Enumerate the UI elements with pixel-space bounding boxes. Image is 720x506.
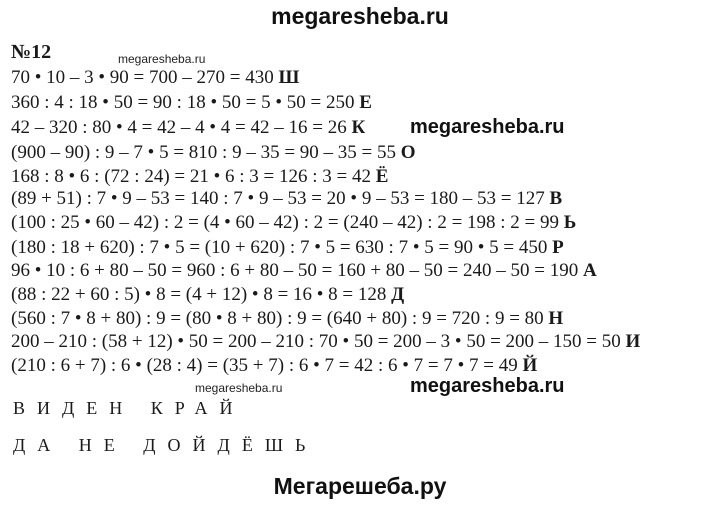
expression: 96 • 10 : 6 + 80 – 50 = 960 : 6 + 80 – 50 = 160 + 80 – 50 = 240 – 50 = 190	[11, 260, 579, 281]
letter: Д	[391, 284, 405, 305]
expression: 168 : 8 • 6 : (72 : 24) = 21 • 6 : 3 = 126 : 3 = 42	[11, 166, 371, 187]
solution-line	[11, 237, 564, 259]
letter: И	[625, 331, 641, 352]
solution-line	[11, 142, 416, 164]
expression: 360 : 4 : 18 • 50 = 90 : 18 • 50 = 5 • 50 = 250	[11, 92, 355, 113]
letter: А	[582, 260, 597, 281]
letter: Е	[359, 92, 372, 113]
answer-line-1: ВИДЕН КРАЙ	[13, 398, 245, 418]
inline-watermark-upper: megaresheba.ru	[410, 116, 565, 138]
expression: (88 : 22 + 60 : 5) • 8 = (4 + 12) • 8 = 16 • 8 = 128	[11, 284, 387, 305]
letter: О	[400, 142, 416, 163]
answer-line-2: ДА НЕ ДОЙДЁШЬ	[13, 435, 318, 455]
footer-watermark: Мегарешеба.ру	[273, 473, 447, 499]
solution-line	[11, 166, 388, 188]
expression: (180 : 18 + 620) : 7 • 5 = (10 + 620) : 7 • 5 = 630 : 7 • 5 = 90 • 5 = 450	[11, 237, 548, 258]
expression: 70 • 10 – 3 • 90 = 700 – 270 = 430	[11, 67, 274, 88]
expression: (210 : 6 + 7) : 6 • (28 : 4) = (35 + 7) : 6 • 7 = 42 : 6 • 7 = 7 • 7 = 49	[11, 355, 518, 376]
letter: Й	[522, 355, 538, 376]
expression: (900 – 90) : 9 – 7 • 5 = 810 : 9 – 35 = 90 – 35 = 55	[11, 142, 397, 163]
solution-line	[11, 117, 365, 139]
solution-line	[11, 308, 563, 330]
solution-line	[11, 260, 597, 282]
letter: Н	[548, 308, 564, 329]
solution-line	[11, 284, 404, 306]
expression: (560 : 7 • 8 + 80) : 9 = (80 • 8 + 80) : 9 = (640 + 80) : 9 = 720 : 9 = 80	[11, 308, 544, 329]
solution-line	[11, 331, 640, 353]
problem-number: №12	[11, 41, 52, 63]
expression: (89 + 51) : 7 • 9 – 53 = 140 : 7 • 9 – 53 = 20 • 9 – 53 = 180 – 53 = 127	[11, 188, 545, 209]
letter: Ё	[375, 166, 389, 187]
inline-watermark-lower: megaresheba.ru	[410, 375, 565, 397]
solution-line	[11, 212, 576, 234]
header-watermark: megaresheba.ru	[271, 3, 449, 29]
solution-line	[11, 92, 372, 114]
letter: Ь	[563, 212, 577, 233]
expression: 42 – 320 : 80 • 4 = 42 – 4 • 4 = 42 – 16 = 26	[11, 117, 347, 138]
letter: Р	[552, 237, 564, 258]
solution-line	[11, 188, 562, 210]
small-watermark-top: megaresheba.ru	[118, 52, 206, 66]
expression: 200 – 210 : (58 + 12) • 50 = 200 – 210 : 70 • 50 = 200 – 3 • 50 = 200 – 150 = 50	[11, 331, 621, 352]
letter: Ш	[278, 67, 300, 88]
letter: В	[549, 188, 563, 209]
solution-line	[11, 355, 537, 377]
solution-line	[11, 67, 299, 89]
expression: (100 : 25 • 60 – 42) : 2 = (4 • 60 – 42) : 2 = (240 – 42) : 2 = 198 : 2 = 99	[11, 212, 560, 233]
small-watermark-bottom: megaresheba.ru	[195, 381, 283, 395]
letter: К	[351, 117, 366, 138]
